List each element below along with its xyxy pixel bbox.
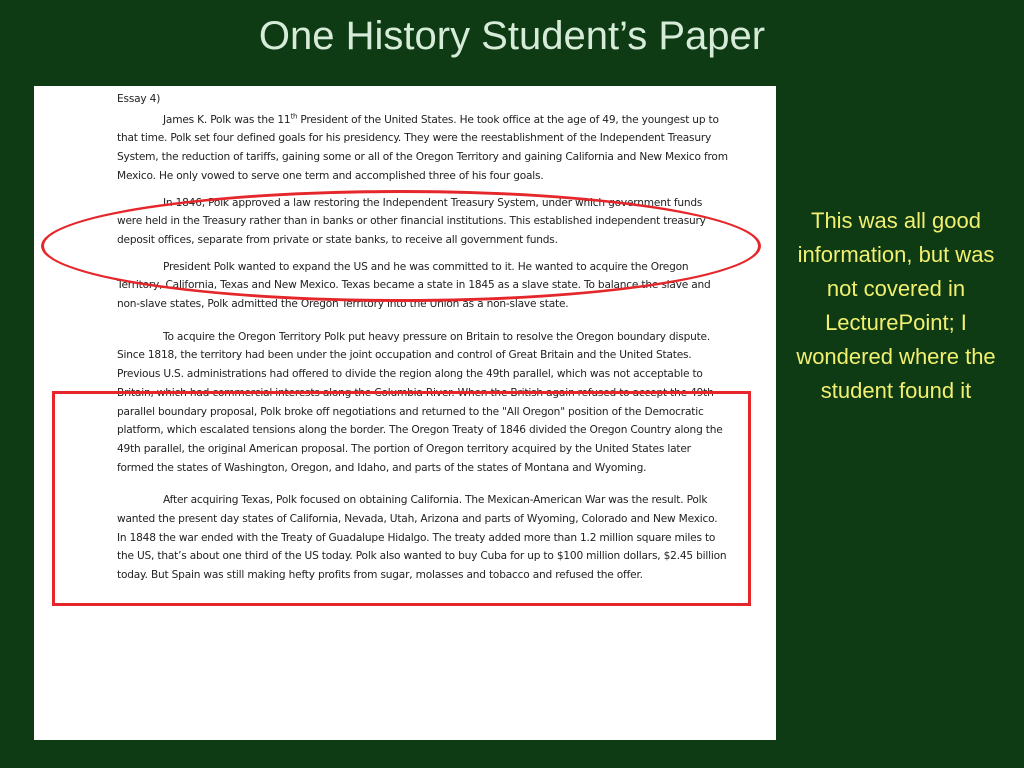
paragraph-polk-intro: [117, 111, 729, 186]
essay-document: [34, 86, 776, 740]
essay-label: Essay 4): [117, 93, 161, 105]
p1-text-end: President of the United States. He took office at the age of 49, the youngest up to that time. Polk set four defined goals for his presidency. They were the reestablishment of the Independent Treasury System, the reduction of tariffs, gaining some or all of the Oregon Territory and gaining California and New Mexico from Mexico. He only vowed to serve one term and accomplished three of his four goals.: [117, 113, 728, 182]
paragraph-california: After acquiring Texas, Polk focused on obtaining California. The Mexican-American War was the result. Polk wanted the present day states of California, Nevada, Utah, Arizona and parts of Wyoming, Colorado and New Mexico. In 1848 the war ended with the Treaty of Guadalupe Hidalgo. The treaty added more than 1.2 million square miles to the US, that’s about one third of the US today. Polk also wanted to buy Cuba for up to $100 million dollars, $2.45 billion today. But Spain was still making hefty profits from sugar, molasses and tobacco and refused the offer.: [117, 494, 727, 582]
p1-text-start: James K. Polk was the 11: [163, 113, 291, 126]
annotation-text: This was all good information, but was not covered in LecturePoint; I wondered where the student found it: [796, 208, 996, 403]
paragraph-expansion: President Polk wanted to expand the US and he was committed to it. He wanted to acquire the Oregon Territory, California, Texas and New Mexico. Texas became a state in 1845 as a slave state. To balance the slave and non-slave states, Polk admitted the Oregon Territory into the Union as a non-slave state.: [117, 260, 711, 311]
p1-superscript: th: [290, 112, 298, 121]
paragraph-oregon: To acquire the Oregon Territory Polk put heavy pressure on Britain to resolve the Oregon boundary dispute. Since 1818, the territory had been under the joint occupation and control of Great Britain and the United States. Previous U.S. administrations had offered to divide the region along the 49th parallel, which was not acceptable to Britain, which had commercial interests along the Columbia River. When the British again refused to accept the 49th parallel boundary proposal, Polk broke off negotiations and returned to the "All Oregon" position of the Democratic platform, which escalated tensions along the border. The Oregon Treaty of 1846 divided the Oregon Country along the 49th parallel, the original American proposal. The portion of Oregon territory acquired by the United States later formed the states of Washington, Oregon, and Idaho, and parts of the states of Montana and Wyoming.: [117, 330, 723, 474]
slide-title: One History Student’s Paper: [258, 14, 766, 58]
paragraph-treasury: In 1846, Polk approved a law restoring the Independent Treasury System, under which government funds were held in the Treasury rather than in banks or other financial institutions. This established independent treasury deposit offices, separate from private or state banks, to receive all government funds.: [117, 196, 706, 246]
essay-text: [117, 90, 729, 593]
